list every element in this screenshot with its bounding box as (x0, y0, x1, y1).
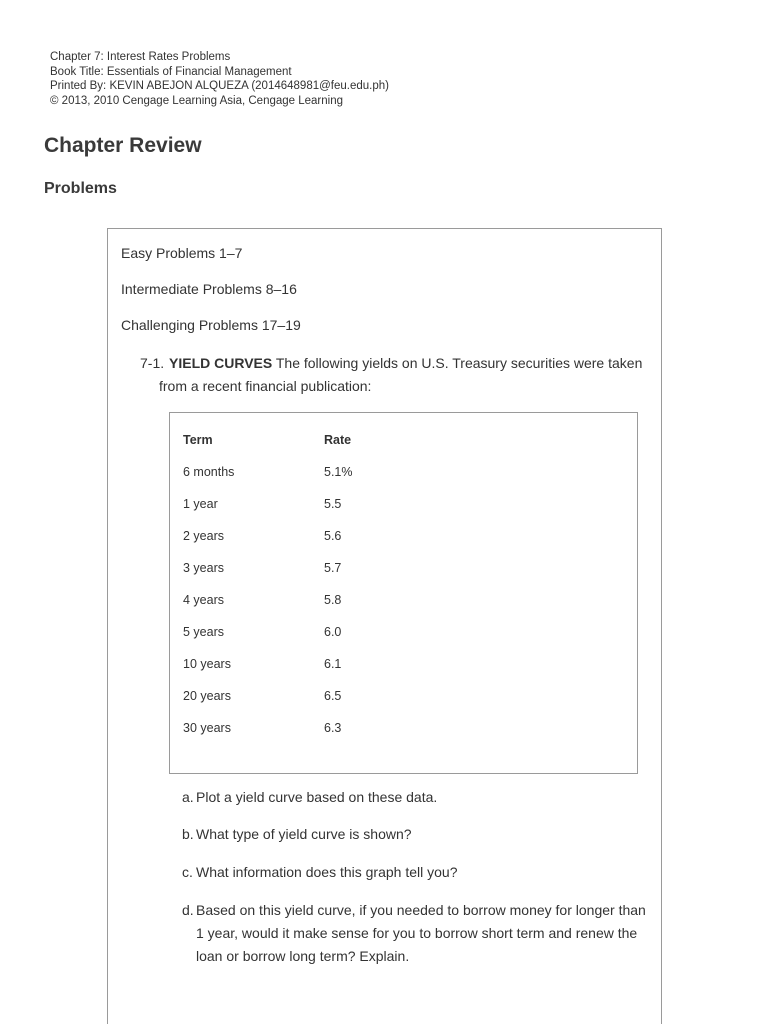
question-text: What type of yield curve is shown? (196, 826, 412, 842)
chapter-title: Chapter Review (44, 134, 202, 157)
term-cell: 20 years (183, 689, 231, 703)
question-d (182, 899, 652, 968)
table-row (183, 561, 424, 593)
rate-cell: 6.0 (324, 625, 342, 639)
section-title: Problems (44, 180, 117, 197)
table-row (183, 721, 424, 753)
level-easy: Easy Problems 1–7 (121, 245, 243, 261)
table-row (183, 689, 424, 721)
print-header (50, 50, 389, 108)
table-header-row (183, 433, 424, 465)
question-letter: b. (182, 826, 194, 842)
problem-first-line (140, 352, 645, 375)
term-cell: 6 months (183, 465, 235, 479)
term-cell: 10 years (183, 657, 231, 671)
table-row (183, 657, 424, 689)
question-c (182, 861, 652, 884)
term-cell: 5 years (183, 625, 224, 639)
header-printed-by: Printed By: KEVIN ABEJON ALQUEZA (2014648981@feu.edu.ph) (50, 80, 389, 92)
question-letter: a. (182, 789, 194, 805)
term-cell: 3 years (183, 561, 224, 575)
table-row (183, 465, 424, 497)
question-a (182, 786, 652, 809)
problem-text-line2: from a recent financial publication: (159, 378, 372, 394)
rate-cell: 6.3 (324, 721, 342, 735)
term-cell: 4 years (183, 593, 224, 607)
rate-cell: 6.1 (324, 657, 342, 671)
problem-title: YIELD CURVES (169, 355, 273, 371)
question-text: Plot a yield curve based on these data. (196, 789, 438, 805)
yield-table (183, 433, 424, 753)
rate-cell: 5.5 (324, 497, 342, 511)
rate-cell: 5.6 (324, 529, 342, 543)
rate-cell: 5.8 (324, 593, 342, 607)
question-letter: c. (182, 864, 193, 880)
header-copyright: © 2013, 2010 Cengage Learning Asia, Cengage Learning (50, 94, 344, 107)
column-header-term: Term (183, 433, 213, 447)
table-row (183, 593, 424, 625)
problem-text-line1: The following yields on U.S. Treasury securities were taken (272, 355, 643, 371)
term-cell: 2 years (183, 529, 224, 543)
problem-7-1 (140, 352, 645, 398)
rate-cell: 5.1% (324, 465, 353, 479)
question-text-line1: Based on this yield curve, if you needed to borrow money for longer than (196, 902, 646, 918)
level-challenging: Challenging Problems 17–19 (121, 317, 301, 333)
header-book-title: Book Title: Essentials of Financial Management (50, 65, 292, 78)
table-row (183, 529, 424, 561)
term-cell: 30 years (183, 721, 231, 735)
level-intermediate: Intermediate Problems 8–16 (121, 281, 297, 297)
rate-cell: 6.5 (324, 689, 342, 703)
column-header-rate: Rate (324, 433, 352, 447)
question-letter: d. (182, 902, 194, 918)
question-text: What information does this graph tell you? (196, 864, 458, 880)
question-text-line3: loan or borrow long term? Explain. (196, 948, 410, 964)
header-chapter: Chapter 7: Interest Rates Problems (50, 51, 231, 63)
table-row (183, 625, 424, 657)
rate-cell: 5.7 (324, 561, 342, 575)
yield-table-box (169, 412, 638, 774)
question-b (182, 823, 652, 846)
problem-number: 7-1. (140, 355, 165, 371)
term-cell: 1 year (183, 497, 218, 511)
table-row (183, 497, 424, 529)
question-text-line2: 1 year, would it make sense for you to borrow short term and renew the (196, 925, 638, 941)
